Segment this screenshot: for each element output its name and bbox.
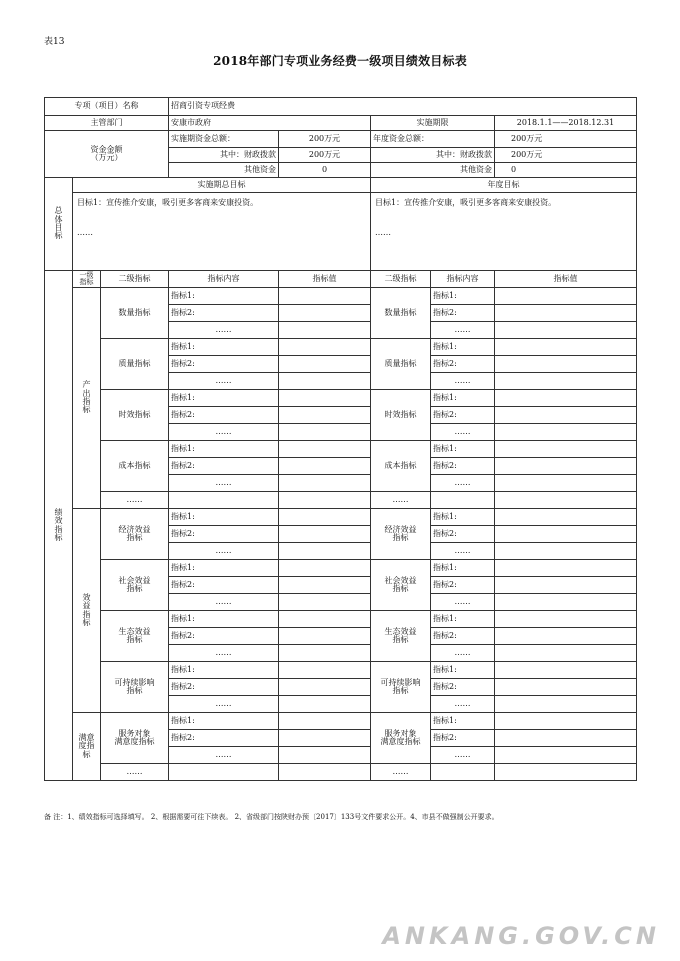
footnote: 备 注：1、绩效指标可选择填写。 2、根据需要可往下续表。 2、省级部门按陕财办预〔2017〕133号文件要求公开。4、市县不做强制公开要求。 [44,813,499,821]
indicator-2-content-right: 指标2: [431,526,495,543]
indicator-more-content-left: …… [169,475,279,492]
indicator-1-content-right: 指标1: [431,390,495,407]
indicator-more-content-left: …… [169,747,279,764]
level2-header-right: 二级指标 [371,271,431,288]
blank-value-right [495,492,637,509]
indicator-1-value-right [495,390,637,407]
indicator-2-value-right [495,577,637,594]
indicator-1-content-left: 指标1: [169,713,279,730]
year-total-value: 200万元 [495,131,637,148]
page-title: 2018年部门专项业务经费一级项目绩效目标表 [213,54,467,68]
indicator-more-value-right [495,747,637,764]
department-label: 主管部门 [45,116,169,131]
indicator-1-value-right [495,713,637,730]
indicator-2-content-left: 指标2: [169,526,279,543]
indicator-1-value-left [279,611,371,628]
indicator-2-value-left [279,730,371,747]
indicator-1-value-right [495,662,637,679]
indicator-2-content-left: 指标2: [169,305,279,322]
period-total-label: 实施期资金总额： [169,131,279,148]
fiscal-funding-value-left: 200万元 [279,148,371,163]
indicator-row [45,441,637,458]
indicator-2-content-right: 指标2: [431,356,495,373]
indicator-1-value-right [495,441,637,458]
indicator-2-content-left: 指标2: [169,628,279,645]
indicator-1-content-left: 指标1: [169,390,279,407]
indicator-2-value-left [279,577,371,594]
fiscal-funding-value-right: 200万元 [495,148,637,163]
indicator-2-content-right: 指标2: [431,679,495,696]
fund-total-row [45,131,637,148]
indicator-more-value-left [279,322,371,339]
blank-content-left [169,764,279,781]
department-value: 安康市政府 [169,116,371,131]
indicator-2-value-left [279,679,371,696]
indicator-more-content-left: …… [169,373,279,390]
indicator-2-value-right [495,305,637,322]
period-goal-ellipsis: …… [77,228,93,238]
period-goal-text: 目标1：宣传推介安康，吸引更多客商来安康投资。 [77,198,259,207]
indicator-1-content-right: 指标1: [431,662,495,679]
blank-content-right [431,492,495,509]
indicator-1-content-left: 指标1: [169,509,279,526]
year-goal-header: 年度目标 [371,178,637,193]
year-total-label: 年度资金总额： [371,131,495,148]
indicator-row [45,288,637,305]
indicator-row [45,662,637,679]
indicator-2-content-left: 指标2: [169,458,279,475]
indicator-1-value-right [495,611,637,628]
output-category-right: 质量指标 [371,339,431,390]
indicator-ellipsis-row [45,492,637,509]
indicator-more-content-right: …… [431,645,495,662]
project-name-value: 招商引资专项经费 [169,98,637,116]
category-ellipsis-left: …… [101,764,169,781]
indicator-more-content-right: …… [431,475,495,492]
indicator-more-value-left [279,594,371,611]
indicator-1-content-left: 指标1: [169,560,279,577]
indicator-more-content-left: …… [169,424,279,441]
output-category-left: 时效指标 [101,390,169,441]
other-funds-label-right: 其他资金 [371,163,495,178]
period-goal-header: 实施期总目标 [73,178,371,193]
year-goal-ellipsis: …… [375,228,391,238]
project-name-label: 专项（项目）名称 [45,98,169,116]
benefit-category-left: 生态效益 指标 [101,611,169,662]
fiscal-funding-label-right: 其中：财政拨款 [371,148,495,163]
blank-value-left [279,492,371,509]
indicator-more-content-left: …… [169,645,279,662]
benefit-category-right: 经济效益 指标 [371,509,431,560]
indicator-1-content-left: 指标1: [169,611,279,628]
indicator-1-value-right [495,560,637,577]
indicator-2-value-left [279,356,371,373]
indicator-2-content-left: 指标2: [169,577,279,594]
benefit-category-left: 经济效益 指标 [101,509,169,560]
category-ellipsis-right: …… [371,492,431,509]
indicator-more-value-right [495,475,637,492]
blank-value-left [279,764,371,781]
indicator-1-value-left [279,713,371,730]
indicator-more-content-right: …… [431,322,495,339]
indicator-row [45,339,637,356]
indicator-more-content-left: …… [169,543,279,560]
indicator-1-content-right: 指标1: [431,611,495,628]
indicator-more-value-left [279,543,371,560]
output-category-left: 质量指标 [101,339,169,390]
indicator-2-value-right [495,679,637,696]
indicator-2-value-left [279,458,371,475]
output-category-left: 成本指标 [101,441,169,492]
indicator-1-content-right: 指标1: [431,339,495,356]
indicator-2-content-right: 指标2: [431,407,495,424]
output-category-left: 数量指标 [101,288,169,339]
indicator-1-content-right: 指标1: [431,441,495,458]
fiscal-funding-label-left: 其中：财政拨款 [169,148,279,163]
other-funds-label-left: 其他资金 [169,163,279,178]
period-goal-cell [73,193,371,271]
value-header-left: 指标值 [279,271,371,288]
value-header-right: 指标值 [495,271,637,288]
indicator-2-value-right [495,356,637,373]
content-header-left: 指标内容 [169,271,279,288]
watermark: ANKANG.GOV.CN [382,922,660,950]
indicator-more-value-right [495,322,637,339]
benefit-indicator-label: 效 益 指 标 [73,509,101,713]
period-value: 2018.1.1——2018.12.31 [495,116,637,131]
goal-content-row [45,193,637,271]
indicator-row [45,509,637,526]
indicator-row [45,560,637,577]
blank-value-right [495,764,637,781]
indicator-more-value-right [495,645,637,662]
level1-header: 一级 指标 [73,271,101,288]
year-goal-cell [371,193,637,271]
indicator-2-value-left [279,526,371,543]
indicator-more-value-right [495,424,637,441]
indicator-more-value-right [495,543,637,560]
indicator-2-value-left [279,407,371,424]
indicator-more-content-right: …… [431,747,495,764]
indicator-1-value-left [279,509,371,526]
project-name-row [45,98,637,116]
indicator-more-value-left [279,747,371,764]
indicator-2-content-right: 指标2: [431,577,495,594]
indicator-more-value-left [279,696,371,713]
period-label: 实施期限 [371,116,495,131]
benefit-category-right: 可持续影响 指标 [371,662,431,713]
indicator-1-content-left: 指标1: [169,662,279,679]
indicator-1-content-left: 指标1: [169,441,279,458]
indicator-more-content-right: …… [431,594,495,611]
level2-header-left: 二级指标 [101,271,169,288]
indicator-more-content-right: …… [431,696,495,713]
indicator-more-content-left: …… [169,696,279,713]
indicator-2-value-right [495,526,637,543]
indicator-1-value-left [279,441,371,458]
indicator-1-content-right: 指标1: [431,509,495,526]
performance-goal-table [44,97,637,781]
indicator-2-content-left: 指标2: [169,730,279,747]
year-goal-text: 目标1：宣传推介安康，吸引更多客商来安康投资。 [375,198,557,207]
indicator-1-value-left [279,560,371,577]
indicator-2-content-left: 指标2: [169,407,279,424]
indicator-2-content-right: 指标2: [431,730,495,747]
indicator-more-value-left [279,645,371,662]
indicator-2-content-right: 指标2: [431,458,495,475]
indicator-more-content-left: …… [169,594,279,611]
satisfaction-indicator-label: 满意 度指 标 [73,713,101,781]
indicator-2-value-right [495,730,637,747]
indicator-1-content-right: 指标1: [431,288,495,305]
performance-indicator-label: 绩 效 指 标 [45,271,73,781]
indicator-1-value-left [279,662,371,679]
indicator-2-value-right [495,458,637,475]
fund-amount-label: 资金金额 （万元） [45,131,169,178]
indicator-more-value-right [495,373,637,390]
indicator-2-content-left: 指标2: [169,356,279,373]
blank-content-right [431,764,495,781]
indicator-more-value-left [279,424,371,441]
indicator-1-value-right [495,288,637,305]
indicator-2-value-left [279,305,371,322]
department-row [45,116,637,131]
indicator-1-content-right: 指标1: [431,560,495,577]
indicator-2-content-right: 指标2: [431,305,495,322]
indicator-more-value-right [495,696,637,713]
content-header-right: 指标内容 [431,271,495,288]
blank-content-left [169,492,279,509]
output-indicator-label: 产 出 指 标 [73,288,101,509]
output-category-right: 时效指标 [371,390,431,441]
indicator-1-content-right: 指标1: [431,713,495,730]
satisfaction-category-left: 服务对象 满意度指标 [101,713,169,764]
satisfaction-category-right: 服务对象 满意度指标 [371,713,431,764]
indicator-row [45,390,637,407]
indicator-1-content-left: 指标1: [169,288,279,305]
other-funds-value-left: 0 [279,163,371,178]
indicator-more-content-right: …… [431,424,495,441]
goal-header-row [45,178,637,193]
table-number: 表13 [44,37,65,47]
other-funds-value-right: 0 [495,163,637,178]
benefit-category-right: 生态效益 指标 [371,611,431,662]
overall-goal-label: 总 体 目 标 [45,178,73,271]
output-category-right: 数量指标 [371,288,431,339]
indicator-2-content-right: 指标2: [431,628,495,645]
indicator-more-value-right [495,594,637,611]
category-ellipsis-left: …… [101,492,169,509]
indicator-more-content-left: …… [169,322,279,339]
indicator-1-content-left: 指标1: [169,339,279,356]
category-ellipsis-right: …… [371,764,431,781]
period-total-value: 200万元 [279,131,371,148]
output-category-right: 成本指标 [371,441,431,492]
benefit-category-left: 可持续影响 指标 [101,662,169,713]
indicator-2-value-right [495,628,637,645]
indicator-more-value-left [279,475,371,492]
indicator-1-value-right [495,509,637,526]
indicator-1-value-right [495,339,637,356]
indicator-header-row [45,271,637,288]
indicator-1-value-left [279,390,371,407]
indicator-2-value-right [495,407,637,424]
indicator-row [45,713,637,730]
indicator-more-content-right: …… [431,373,495,390]
indicator-1-value-left [279,288,371,305]
indicator-2-content-left: 指标2: [169,679,279,696]
indicator-more-content-right: …… [431,543,495,560]
benefit-category-right: 社会效益 指标 [371,560,431,611]
indicator-ellipsis-row [45,764,637,781]
indicator-more-value-left [279,373,371,390]
indicator-2-value-left [279,628,371,645]
benefit-category-left: 社会效益 指标 [101,560,169,611]
indicator-1-value-left [279,339,371,356]
indicator-row [45,611,637,628]
